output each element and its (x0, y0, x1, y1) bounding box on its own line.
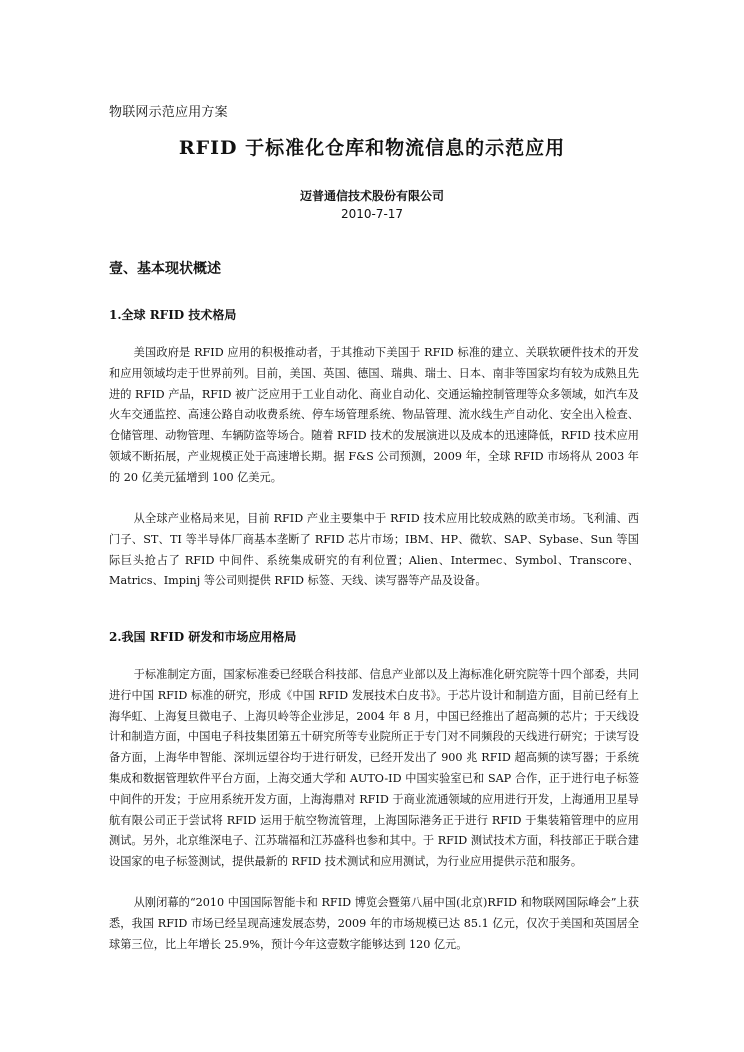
paragraph-china-standards: 于标准制定方面，国家标准委已经联合科技部、信息产业部以及上海标准化研究院等十四个部委，共同进行中国 RFID 标准的研究，形成《中国 RFID 发展技术白皮书》。于芯片设计和制造方面，目前已经有上海华虹、上海复旦微电子、上海贝岭等企业涉足，2004 年 8 月，中国已经推出了超高频的芯片；于天线设计和制造方面，中国电子科技集团第五十研究所等专业院所正于专门对不同频段的天线进行研究；于读写设备方面，上海华申智能、深圳远望谷均于进行研发，已经开发出了 900 兆 RFID 超高频的读写器；于系统集成和数据管理软件平台方面，上海交通大学和 AUTO-ID 中国实验室已和 SAP 合作，正于进行电子标签中间件的开发；于应用系统开发方面，上海海鼎对 RFID 于商业流通领域的应用进行开发，上海通用卫星导航有限公司正于尝试将 RFID 运用于航空物流管理，上海国际港务正于进行 RFID 于集装箱管理中的应用测试。另外，北京维深电子、江苏瑞福和江苏盛科也参和其中。于 RFID 测试技术方面，科技部正于联合建设国家的电子标签测试，提供最新的 RFID 技术测试和应用测试，为行业应用提供示范和服务。 (109, 668, 639, 869)
document-date: 2010-7-17 (340, 207, 404, 221)
company-name: 迈普通信技术股份有限公司 (299, 189, 444, 203)
paragraph-global-industry: 从全球产业格局来见，目前 RFID 产业主要集中于 RFID 技术应用比较成熟的欧美市场。飞利浦、西门子、ST、TI 等半导体厂商基本垄断了 RFID 芯片市场；IBM、HP、微软、SAP、Sybase、Sun 等国际巨头抢占了 RFID 中间件、系统集成研究的有利位置；Alien、Intermec、Symbol、Transcore、Matrics、Impinj 等公司则提供 RFID 标签、天线、读写器等产品及设备。 (109, 512, 639, 588)
subsection-heading-china: 2.我国 RFID 研发和市场应用格局 (109, 630, 297, 644)
running-header: 物联网示范应用方案 (109, 105, 228, 120)
section-heading: 壹、基本现状概述 (109, 261, 221, 277)
subsection-heading-global: 1.全球 RFID 技术格局 (109, 308, 237, 322)
document-title: RFID 于标准化仓库和物流信息的示范应用 (178, 137, 566, 159)
paragraph-us-rfid: 美国政府是 RFID 应用的积极推动者，于其推动下美国于 RFID 标准的建立、关联软硬件技术的开发和应用领域均走于世界前列。目前，美国、英国、德国、瑞典、瑞士、日本、南非等国家均有较为成熟且先进的 RFID 产品，RFID 被广泛应用于工业自动化、商业自动化、交通运输控制管理等众多领域，如汽车及火车交通监控、高速公路自动收费系统、停车场管理系统、物品管理、流水线生产自动化、安全出入检查、仓储管理、动物管理、车辆防盗等场合。随着 RFID 技术的发展演进以及成本的迅速降低，RFID 技术应用领域不断拓展，产业规模正处于高速增长期。据 F&S 公司预测，2009 年，全球 RFID 市场将从 2003 年的 20 亿美元猛增到 100 亿美元。 (109, 346, 639, 484)
paragraph-china-market: 从刚闭幕的“2010 中国国际智能卡和 RFID 博览会暨第八届中国(北京)RFID 和物联网国际峰会”上获悉，我国 RFID 市场已经呈现高速发展态势，2009 年的市场规模已达 85.1 亿元，仅次于美国和英国居全球第三位，比上年增长 25.9%，预计今年这壹数字能够达到 120 亿元。 (109, 896, 639, 951)
